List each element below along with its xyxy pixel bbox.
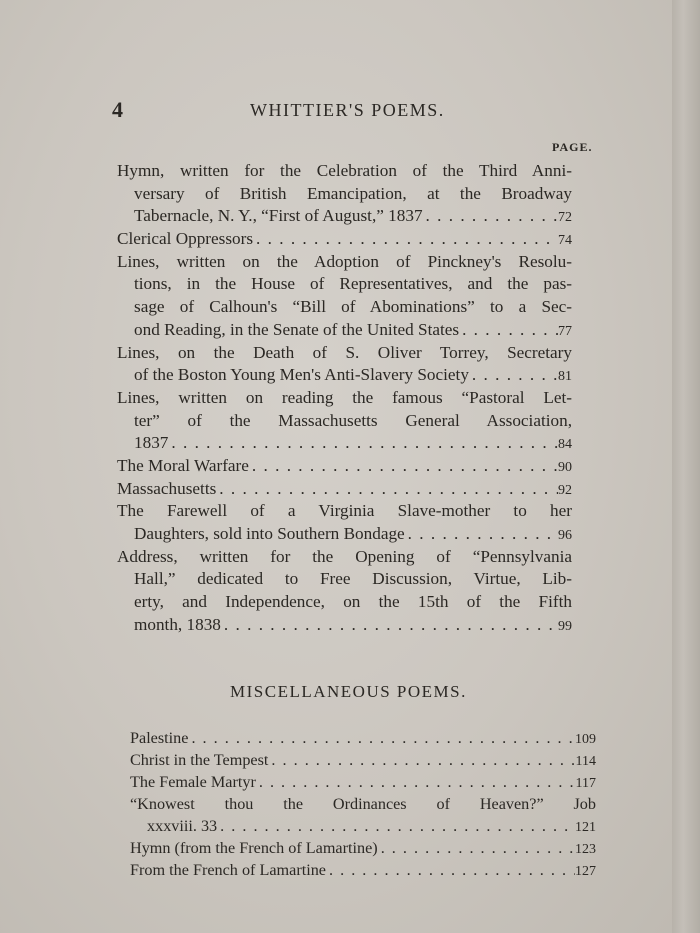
toc-page-number: 99 [558,618,572,634]
toc-entry [117,160,572,228]
toc-entry-line [117,319,572,342]
dot-leader [249,455,558,478]
toc-entry-line [117,455,572,478]
toc-entry [130,771,596,793]
toc-entry-text: The Moral Warfare [117,455,249,475]
toc-entry [130,727,596,749]
toc-page-number: 77 [558,323,572,339]
toc-entry-text: From the French of Lamartine [130,861,326,879]
toc-entry-line [117,251,572,274]
toc-entry-text: 1837 [134,433,169,453]
toc-entry-text: Daughters, sold into Southern Bondage [134,524,405,543]
contents-list [117,160,572,636]
toc-entry-text: ond Reading, in the Senate of the United States [134,319,460,339]
toc-entry-line [117,205,572,228]
section-heading: MISCELLANEOUS POEMS. [230,682,467,701]
toc-entry [117,546,572,637]
dot-leader [217,815,575,837]
toc-page-number: 127 [575,864,596,879]
toc-entry-text: Palestine [130,729,189,747]
toc-entry-text: Christ in the Tempest [130,751,269,769]
toc-entry-line [130,727,596,749]
dot-leader [378,837,575,859]
toc-entry-text: tions, in the House of Representatives, and the pas- [134,274,572,294]
toc-entry-line [117,364,572,387]
running-header [0,97,672,127]
dot-leader [469,364,558,387]
toc-entry-text: xxxviii. 33 [147,817,218,835]
toc-page-number: 121 [575,820,596,835]
toc-entry-text: Hymn (from the French of Lamartine) [130,839,378,857]
toc-entry-text: ter” of the Massachusetts General Association, [134,410,572,430]
toc-entry [117,251,572,342]
dot-leader [221,614,558,637]
toc-page-number: 114 [575,754,596,769]
toc-entry-text: Lines, written on the Adoption of Pinckney's Resolu- [117,251,572,271]
toc-page-number: 84 [558,437,572,453]
toc-entry-line [117,478,572,501]
page-number: 4 [112,97,123,122]
dot-leader [168,432,558,455]
toc-entry-text: Hall,” dedicated to Free Discussion, Virtue, Lib- [134,569,572,589]
toc-entry-line [117,568,572,591]
dot-leader [253,228,558,251]
dot-leader [326,859,575,881]
toc-entry-text: “Knowest thou the Ordinances of Heaven?” Job [130,795,596,813]
toc-page-number: 81 [558,369,572,385]
toc-entry-text: Massachusetts [117,478,217,498]
toc-page-number: 123 [575,842,596,857]
toc-entry-line [130,793,596,815]
toc-entry-line [130,837,596,859]
toc-entry-line [130,749,596,771]
toc-entry-text: Hymn, written for the Celebration of the Third Anni- [117,161,572,180]
toc-entry-text: erty, and Independence, on the 15th of the Fifth [134,592,572,612]
toc-entry-line [130,859,596,881]
dot-leader [256,771,576,793]
toc-entry [130,859,596,881]
toc-entry [130,837,596,859]
toc-entry-line [117,546,572,569]
toc-entry-text: of the Boston Young Men's Anti-Slavery Society [134,365,469,385]
toc-page-number: 72 [558,210,572,226]
dot-leader [459,319,558,342]
page-edge [672,0,700,933]
toc-page-number: 92 [558,482,572,498]
dot-leader [216,478,558,501]
toc-entry-line [117,591,572,614]
toc-entry-line [117,432,572,455]
page-column-label: PAGE. [552,140,593,154]
toc-entry [130,793,596,837]
toc-entry-line [130,815,596,837]
toc-entry-text: Tabernacle, N. Y., “First of August,” 1837 [134,206,423,226]
toc-entry [117,455,572,478]
toc-page-number: 90 [558,459,572,475]
dot-leader [188,727,575,749]
toc-entry-text: versary of British Emancipation, at the Broadway [134,183,572,203]
toc-entry-text: The Female Martyr [130,773,256,791]
toc-page-number: 117 [575,776,596,791]
toc-entry-line [117,614,572,637]
running-title: WHITTIER'S POEMS. [250,100,445,120]
toc-entry-line [117,410,572,433]
toc-page-number: 74 [558,233,572,249]
toc-entry-line [117,273,572,296]
toc-page-number: 96 [558,528,572,543]
dot-leader [423,205,558,228]
toc-entry-line [117,183,572,206]
toc-entry [117,500,572,545]
toc-entry [117,478,572,501]
toc-entry-line [130,771,596,793]
toc-entry-line [117,387,572,410]
toc-entry [117,387,572,455]
toc-entry-line [117,500,572,523]
toc-entry-line [117,160,572,183]
dot-leader [405,523,558,546]
toc-entry-line [117,296,572,319]
miscellaneous-contents-list [130,727,596,881]
toc-entry-text: Lines, on the Death of S. Oliver Torrey, Secretary [117,342,572,362]
toc-page-number: 109 [575,732,596,747]
toc-entry-line [117,523,572,546]
toc-entry-text: month, 1838 [134,614,221,634]
toc-entry-text: Lines, written on reading the famous “Pastoral Let- [117,387,572,407]
toc-entry-text: sage of Calhoun's “Bill of Abominations” to a Sec- [134,297,572,317]
toc-entry-text: Address, written for the Opening of “Pennsylvania [117,546,572,566]
dot-leader [268,749,575,771]
toc-entry-line [117,228,572,251]
toc-entry [117,342,572,387]
toc-entry-text: Clerical Oppressors [117,229,254,249]
toc-entry [130,749,596,771]
toc-entry-text: The Farewell of a Virginia Slave-mother to her [117,501,572,521]
toc-entry-line [117,342,572,365]
toc-entry [117,228,572,251]
